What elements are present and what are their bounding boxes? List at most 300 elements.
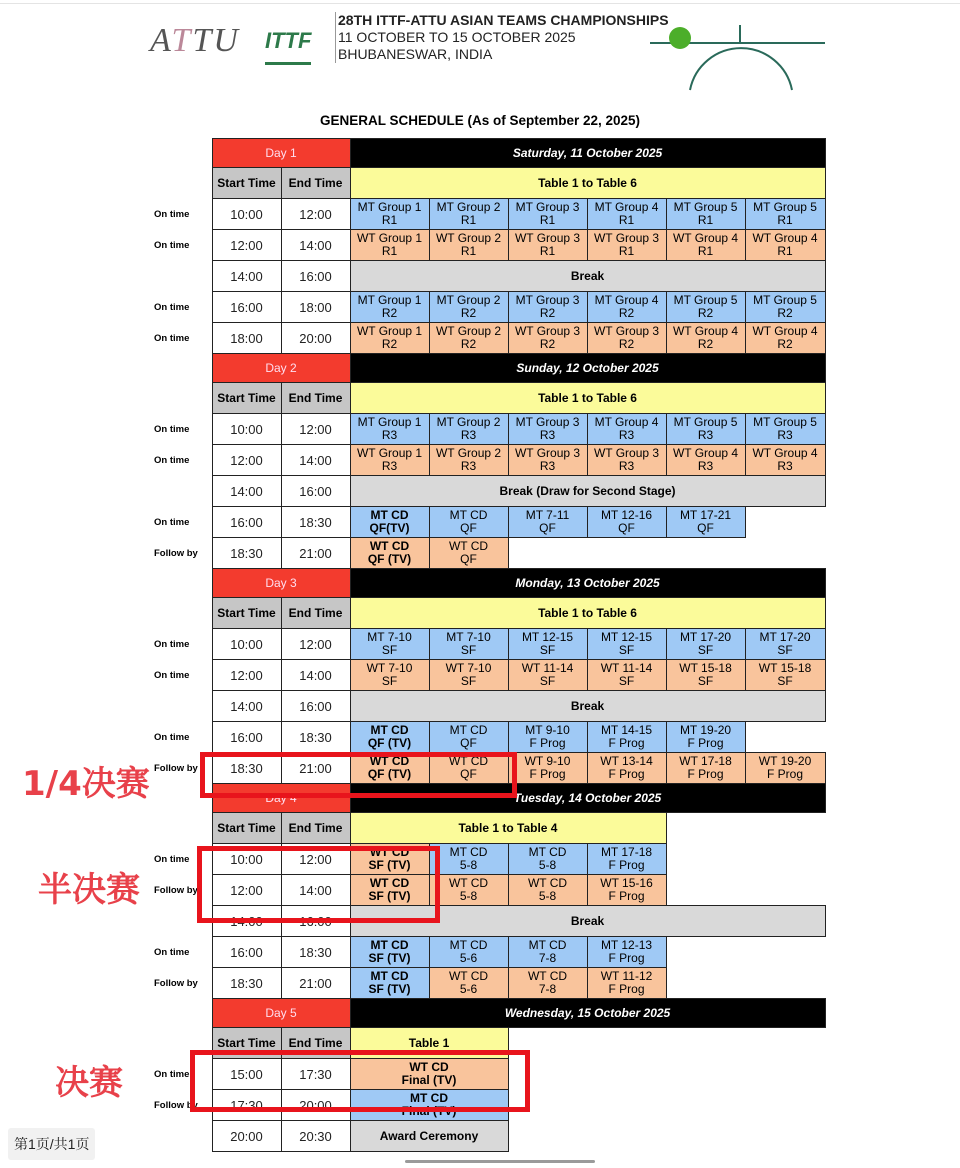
day-header-row (140, 569, 825, 598)
match-text: SF (381, 674, 398, 688)
match-text: WT Group 3 (593, 324, 660, 338)
match-text: MT CD (370, 723, 409, 737)
day-date: Tuesday, 14 October 2025 (350, 784, 825, 813)
empty-cell (587, 1028, 666, 1059)
match-cell (508, 875, 587, 906)
match-text: MT CD (449, 508, 488, 522)
match-cell (745, 199, 825, 230)
match-text: MT 17-20 (679, 630, 732, 644)
match-cell (508, 199, 587, 230)
match-cell (587, 753, 666, 784)
schedule-row (140, 691, 825, 722)
match-text: MT CD (528, 845, 567, 859)
match-text: MT 7-10 (367, 630, 412, 644)
end-time: 21:00 (281, 538, 350, 569)
top-divider (0, 3, 960, 4)
table-tennis-graphic (650, 10, 830, 95)
start-time-header: Start Time (212, 598, 281, 629)
end-time: 21:00 (281, 753, 350, 784)
match-text: SF (697, 674, 714, 688)
match-cell (508, 722, 587, 753)
schedule-table (140, 138, 826, 1152)
match-cell (508, 937, 587, 968)
end-time-header: End Time (281, 168, 350, 199)
match-text: MT CD (370, 969, 409, 983)
match-cell (587, 507, 666, 538)
empty-cell (745, 844, 825, 875)
match-text: MT Group 5 (673, 415, 738, 429)
page-indicator: 第1页/共1页 (8, 1128, 95, 1160)
match-text: WT 11-14 (600, 661, 653, 675)
match-text: F Prog (608, 736, 645, 750)
match-cell (429, 414, 508, 445)
break-cell (350, 691, 825, 722)
empty-cell (666, 1028, 745, 1059)
match-text: QF(TV) (369, 521, 410, 535)
blank (140, 999, 212, 1028)
match-text: R3 (777, 428, 793, 442)
match-text: R3 (618, 459, 635, 473)
end-time: 20:30 (281, 1121, 350, 1152)
match-text: WT Group 3 (514, 231, 581, 245)
match-text: MT Group 5 (753, 200, 817, 214)
match-cell (745, 414, 825, 445)
match-text: MT CD (410, 1091, 449, 1105)
match-cell (587, 968, 666, 999)
match-cell (587, 875, 666, 906)
match-cell (429, 292, 508, 323)
match-text: QF (TV) (367, 552, 412, 566)
match-text: R2 (460, 337, 477, 351)
match-cell (350, 199, 429, 230)
day-number: Day 1 (212, 139, 350, 168)
match-text: MT CD (449, 845, 488, 859)
empty-cell (508, 538, 587, 569)
match-cell (429, 323, 508, 354)
match-text: WT Group 4 (752, 324, 818, 338)
match-text: SF (618, 643, 635, 657)
row-label: On time (154, 208, 190, 220)
match-text: QF (618, 521, 635, 535)
blank (140, 354, 212, 383)
match-cell (666, 507, 745, 538)
match-cell (350, 414, 429, 445)
match-cell (745, 753, 825, 784)
tables-header: Table 1 to Table 6 (350, 598, 825, 629)
empty-cell (745, 1028, 825, 1059)
match-text: WT Group 3 (514, 324, 581, 338)
empty-cell (745, 722, 825, 753)
day-date: Saturday, 11 October 2025 (350, 139, 825, 168)
match-text: QF (460, 521, 477, 535)
empty-cell (745, 507, 825, 538)
match-text: MT CD (528, 938, 567, 952)
match-text: F Prog (687, 736, 724, 750)
end-time: 12:00 (281, 414, 350, 445)
match-text: WT CD (409, 1060, 449, 1074)
schedule-row (140, 323, 825, 354)
match-text: R1 (381, 213, 398, 227)
match-text: 5-6 (459, 982, 478, 996)
column-header-row (140, 813, 825, 844)
end-time: 18:30 (281, 722, 350, 753)
match-text: WT CD (369, 539, 410, 553)
match-text: WT Group 4 (672, 324, 739, 338)
schedule-row (140, 292, 825, 323)
match-text: R3 (381, 428, 398, 442)
semifinal-annotation: 半决赛 (38, 870, 140, 910)
start-time: 18:30 (212, 968, 281, 999)
column-header-row (140, 598, 825, 629)
empty-cell (745, 1059, 825, 1090)
start-time: 15:00 (212, 1059, 281, 1090)
start-time: 16:00 (212, 292, 281, 323)
match-text: WT 15-16 (600, 876, 653, 890)
match-cell (666, 629, 745, 660)
match-text: MT Group 3 (515, 200, 580, 214)
match-text: WT CD (448, 754, 489, 768)
end-time: 16:00 (281, 691, 350, 722)
empty-cell (745, 937, 825, 968)
match-cell (429, 968, 508, 999)
match-text: F Prog (767, 767, 804, 781)
row-label (140, 691, 212, 722)
match-text: R1 (777, 213, 793, 227)
row-label: On time (154, 731, 190, 743)
match-text: SF (TV) (368, 982, 411, 996)
end-time: 20:00 (281, 1090, 350, 1121)
end-time-header: End Time (281, 813, 350, 844)
match-cell (508, 414, 587, 445)
match-text: R3 (618, 428, 635, 442)
match-text: R2 (381, 306, 398, 320)
match-cell (429, 199, 508, 230)
end-time-header: End Time (281, 1028, 350, 1059)
end-time: 12:00 (281, 199, 350, 230)
match-cell (508, 844, 587, 875)
match-cell (587, 199, 666, 230)
column-header-row (140, 383, 825, 414)
start-time: 12:00 (212, 230, 281, 261)
row-label: On time (154, 946, 190, 958)
match-text: F Prog (608, 982, 645, 996)
empty-cell (745, 875, 825, 906)
start-time: 16:00 (212, 507, 281, 538)
match-text: F Prog (608, 767, 645, 781)
break-cell (350, 1121, 508, 1152)
match-text: F Prog (608, 858, 645, 872)
match-text: WT Group 3 (514, 446, 581, 460)
start-time: 18:00 (212, 323, 281, 354)
end-time: 16:00 (281, 261, 350, 292)
end-time: 14:00 (281, 660, 350, 691)
match-cell (587, 660, 666, 691)
match-text: MT Group 1 (357, 200, 422, 214)
match-cell (508, 230, 587, 261)
empty-cell (508, 1121, 587, 1152)
match-cell (350, 629, 429, 660)
match-cell (350, 660, 429, 691)
match-cell (587, 323, 666, 354)
match-text: MT CD (370, 938, 409, 952)
schedule-row (140, 538, 825, 569)
schedule-row (140, 261, 825, 292)
match-text: MT Group 3 (515, 293, 580, 307)
match-cell (745, 323, 825, 354)
match-cell (745, 292, 825, 323)
match-text: R2 (697, 337, 714, 351)
schedule-row (140, 414, 825, 445)
match-cell (745, 445, 825, 476)
match-text: WT Group 1 (356, 324, 423, 338)
match-cell (429, 507, 508, 538)
empty-cell (666, 1090, 745, 1121)
match-text: R3 (460, 428, 477, 442)
match-text: WT Group 2 (435, 324, 502, 338)
match-cell (666, 414, 745, 445)
match-text: WT Group 1 (356, 446, 423, 460)
match-cell (666, 660, 745, 691)
match-text: SF (TV) (368, 889, 411, 903)
match-text: WT 19-20 (758, 754, 812, 768)
match-text: WT CD (369, 754, 410, 768)
match-text: Final (TV) (401, 1073, 457, 1087)
match-cell (587, 445, 666, 476)
empty-cell (666, 813, 745, 844)
start-time-header: Start Time (212, 383, 281, 414)
match-text: R2 (618, 306, 635, 320)
row-label: On time (154, 853, 190, 865)
break-cell (350, 476, 825, 507)
end-time: 14:00 (281, 230, 350, 261)
match-text: MT CD (370, 508, 409, 522)
schedule-row (140, 445, 825, 476)
match-text: 7-8 (538, 982, 557, 996)
start-time-header: Start Time (212, 813, 281, 844)
row-label (140, 476, 212, 507)
match-cell (666, 722, 745, 753)
match-text: QF (460, 552, 477, 566)
match-text: WT Group 4 (752, 446, 818, 460)
empty-cell (666, 1059, 745, 1090)
match-cell (745, 629, 825, 660)
match-text: R2 (697, 306, 714, 320)
match-text: SF (777, 643, 793, 657)
match-cell (508, 292, 587, 323)
start-time: 18:30 (212, 753, 281, 784)
end-time: 14:00 (281, 445, 350, 476)
quarterfinal-annotation: 1/4决赛 (22, 764, 150, 804)
match-text: F Prog (529, 736, 566, 750)
match-text: WT 7-10 (366, 661, 413, 675)
match-cell (587, 937, 666, 968)
day-number: Day 3 (212, 569, 350, 598)
match-text: R1 (539, 213, 556, 227)
empty-cell (666, 968, 745, 999)
match-text: R2 (460, 306, 477, 320)
match-text: QF (697, 521, 714, 535)
match-cell (350, 507, 429, 538)
match-text: MT Group 3 (515, 415, 580, 429)
match-text: SF (TV) (368, 951, 411, 965)
schedule-row (140, 476, 825, 507)
match-text: MT 12-16 (600, 508, 653, 522)
match-text: QF (460, 767, 477, 781)
match-cell (666, 753, 745, 784)
empty-cell (587, 1059, 666, 1090)
tables-header: Table 1 to Table 4 (350, 813, 666, 844)
match-text: MT 12-15 (600, 630, 653, 644)
start-time-header: Start Time (212, 168, 281, 199)
start-time: 10:00 (212, 629, 281, 660)
row-label: On time (154, 423, 190, 435)
day-header-row (140, 354, 825, 383)
match-cell (350, 722, 429, 753)
match-text: R3 (539, 428, 556, 442)
match-cell (429, 844, 508, 875)
match-text: QF (TV) (367, 767, 412, 781)
match-text: MT Group 2 (436, 200, 501, 214)
end-time: 18:00 (281, 292, 350, 323)
match-text: R3 (381, 459, 398, 473)
start-time: 16:00 (212, 937, 281, 968)
match-text: R2 (777, 337, 793, 351)
match-text: WT 15-18 (758, 661, 812, 675)
row-label: Follow by (154, 1099, 198, 1111)
match-text: Break (570, 268, 605, 283)
match-text: R1 (618, 213, 635, 227)
row-label: On time (154, 301, 190, 313)
blank (140, 813, 212, 844)
match-text: MT 17-20 (759, 630, 811, 644)
match-text: R2 (539, 337, 556, 351)
match-cell (666, 230, 745, 261)
end-time: 12:00 (281, 629, 350, 660)
start-time: 12:00 (212, 875, 281, 906)
match-text: WT 11-12 (600, 969, 653, 983)
empty-cell (745, 1090, 825, 1121)
row-label: Follow by (154, 977, 198, 989)
match-text: WT 17-18 (679, 754, 732, 768)
match-text: SF (460, 643, 477, 657)
match-cell (666, 323, 745, 354)
start-time: 10:00 (212, 844, 281, 875)
row-label: On time (154, 1068, 190, 1080)
empty-cell (587, 538, 666, 569)
schedule-title: GENERAL SCHEDULE (As of September 22, 2025) (319, 113, 641, 128)
match-text: Break (570, 913, 605, 928)
match-cell (508, 753, 587, 784)
match-text: R1 (697, 213, 714, 227)
match-text: R2 (777, 306, 793, 320)
match-text: WT Group 4 (672, 231, 739, 245)
match-cell (587, 414, 666, 445)
event-header (335, 12, 669, 63)
start-time: 10:00 (212, 414, 281, 445)
match-text: WT CD (448, 876, 489, 890)
end-time: 14:00 (281, 875, 350, 906)
match-cell (429, 722, 508, 753)
row-label: On time (154, 239, 190, 251)
match-text: WT CD (369, 876, 410, 890)
match-text: 5-8 (538, 889, 557, 903)
match-text: R1 (777, 244, 793, 258)
match-text: WT CD (448, 539, 489, 553)
match-text: R3 (539, 459, 556, 473)
start-time: 18:30 (212, 538, 281, 569)
match-text: MT 14-15 (600, 723, 653, 737)
match-text: MT Group 5 (673, 293, 738, 307)
end-time: 20:00 (281, 323, 350, 354)
blank (140, 383, 212, 414)
match-text: MT Group 1 (357, 415, 422, 429)
match-text: MT 7-10 (446, 630, 491, 644)
match-text: MT CD (449, 723, 488, 737)
day-header-row (140, 139, 825, 168)
match-cell (745, 230, 825, 261)
blank (140, 139, 212, 168)
schedule-row (140, 1121, 825, 1152)
match-text: F Prog (687, 767, 724, 781)
match-text: Break (570, 698, 605, 713)
match-text: SF (460, 674, 477, 688)
horizontal-scrollbar[interactable] (405, 1160, 595, 1163)
row-label: Follow by (154, 884, 198, 896)
match-text: SF (697, 643, 714, 657)
match-cell (350, 937, 429, 968)
match-text: R1 (460, 213, 477, 227)
schedule-row (140, 722, 825, 753)
empty-cell (745, 538, 825, 569)
match-cell (429, 538, 508, 569)
ittf-logo: ITTF (265, 28, 311, 65)
match-text: SF (777, 674, 793, 688)
final-annotation: 决赛 (55, 1063, 123, 1103)
match-text: MT 7-11 (525, 508, 570, 522)
match-text: F Prog (529, 767, 566, 781)
row-label: Follow by (154, 547, 198, 559)
match-text: MT Group 2 (436, 415, 501, 429)
match-text: WT Group 3 (593, 446, 660, 460)
match-text: MT Group 4 (594, 200, 659, 214)
match-text: MT Group 2 (436, 293, 501, 307)
match-text: WT Group 1 (356, 231, 423, 245)
empty-cell (666, 538, 745, 569)
match-text: WT 15-18 (679, 661, 732, 675)
match-text: R3 (460, 459, 477, 473)
match-text: MT 12-13 (600, 938, 653, 952)
attu-logo: ATTU (150, 22, 240, 59)
match-text: R2 (381, 337, 398, 351)
start-time: 10:00 (212, 199, 281, 230)
match-text: MT Group 5 (753, 293, 817, 307)
match-text: R3 (697, 428, 714, 442)
start-time: 14:00 (212, 261, 281, 292)
start-time: 14:00 (212, 906, 281, 937)
match-cell (350, 230, 429, 261)
match-cell (508, 323, 587, 354)
match-cell (508, 629, 587, 660)
start-time: 16:00 (212, 722, 281, 753)
match-text: WT 13-14 (600, 754, 653, 768)
schedule-row (140, 199, 825, 230)
match-cell (508, 507, 587, 538)
end-time: 12:00 (281, 844, 350, 875)
day-date: Sunday, 12 October 2025 (350, 354, 825, 383)
match-text: WT Group 4 (752, 231, 818, 245)
match-text: MT 19-20 (679, 723, 732, 737)
end-time: 17:30 (281, 1059, 350, 1090)
